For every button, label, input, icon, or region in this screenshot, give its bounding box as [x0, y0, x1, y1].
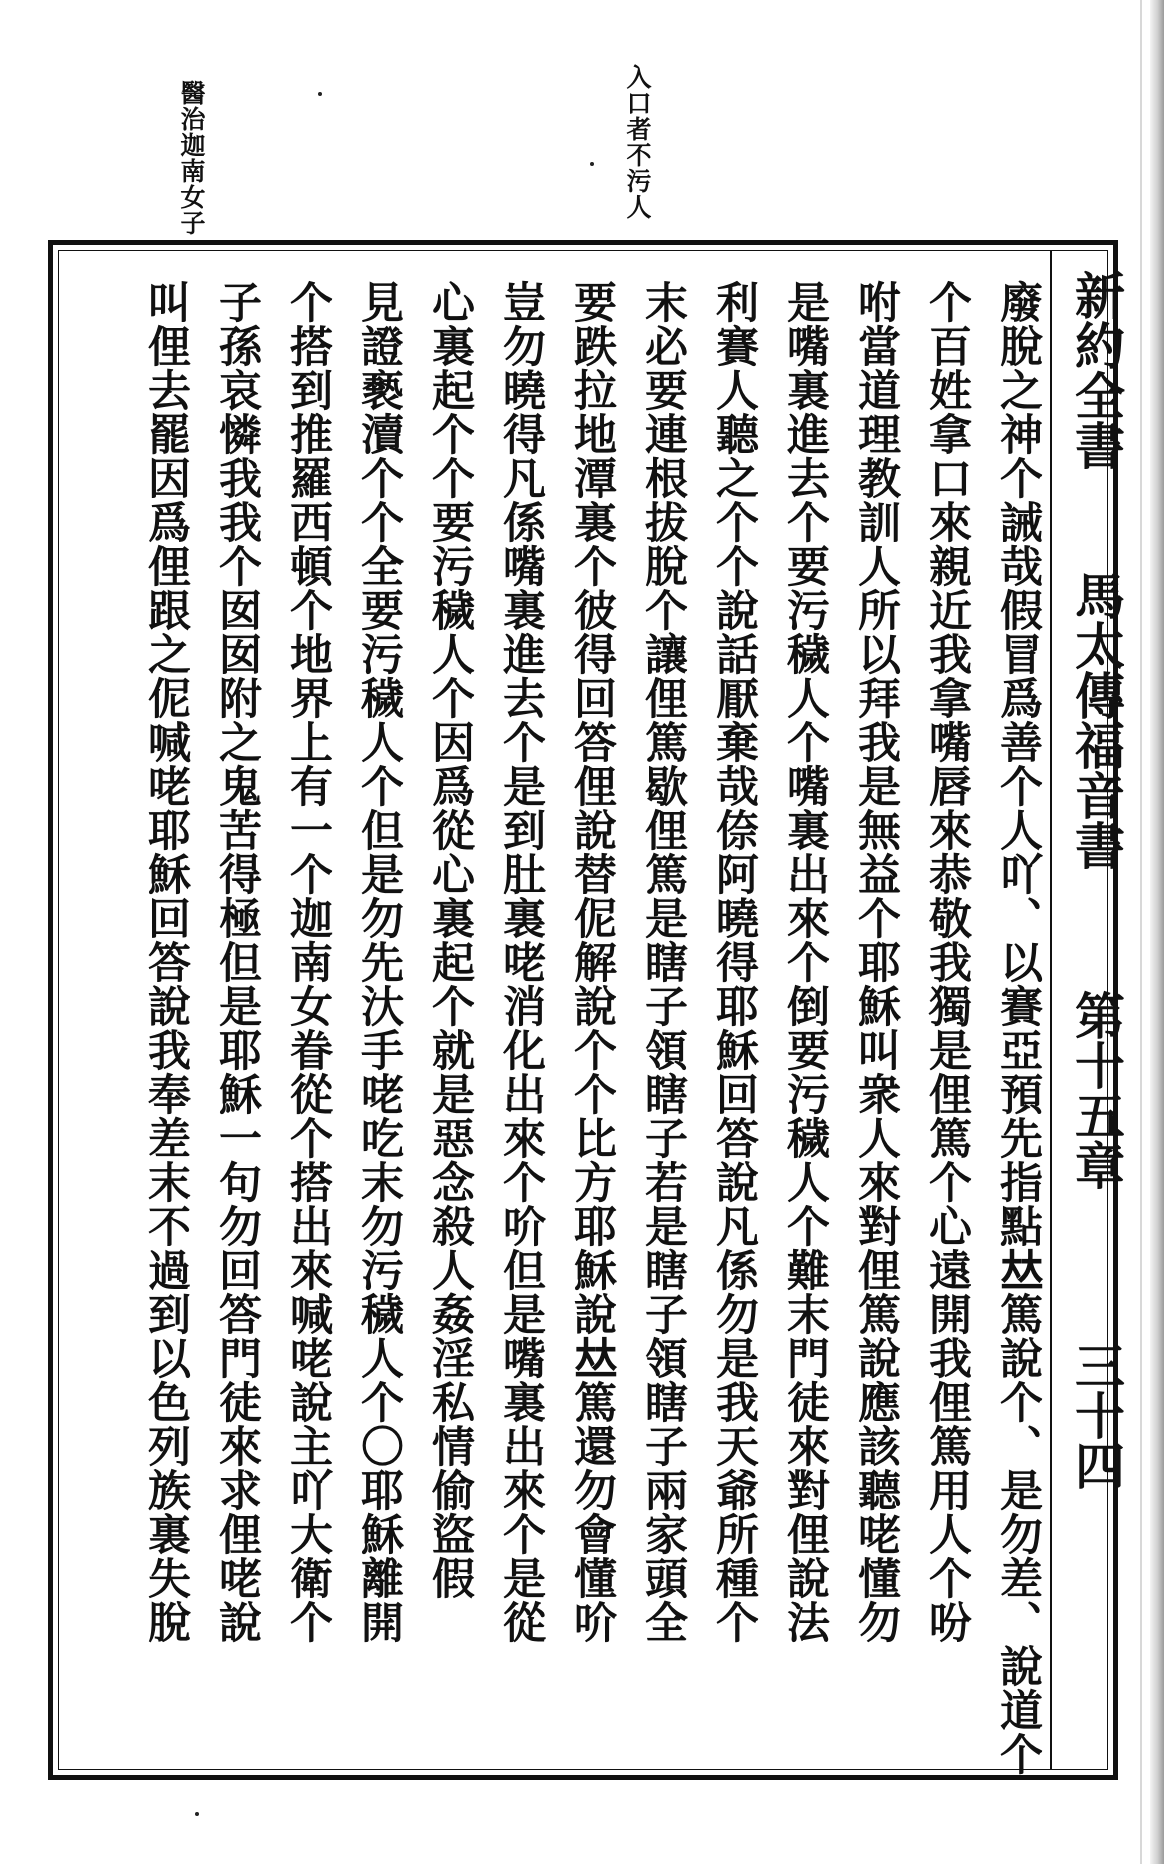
top-note-text: 入口者不污人 [623, 64, 652, 220]
text-column-13: 叫俚去罷因爲俚跟之伲喊咾耶穌回答說我奉差末不過到以色列族裏失脫 [141, 280, 191, 1644]
text-column-12: 子孫哀憐我我个囡囡附之鬼苦得極但是耶穌一句勿回答門徒來求俚咾說 [212, 280, 262, 1644]
text-column-11: 个搭到推羅西頓个地界上有一个迦南女眷從个搭出來喊咾說主吖大衛个 [283, 280, 333, 1644]
text-column-3: 咐當道理教訓人所以拜我是無益个耶穌叫衆人來對俚篤說應該聽咾懂勿 [851, 280, 901, 1644]
text-column-4: 是嘴裏進去个要污穢人个嘴裏出來个倒要污穢人个難末門徒來對俚說法 [780, 280, 830, 1644]
top-note-text: 醫治迦南女子 [177, 80, 206, 236]
top-note-cleanliness [624, 64, 651, 224]
scan-speck [195, 1812, 199, 1816]
text-column-5: 利賽人聽之个个說話厭棄哉倷阿曉得耶穌回答說凡係勿是我天爺所種个 [709, 280, 759, 1644]
text-column-10: 見證褻瀆个个全要污穢人个但是勿先汏手咾吃末勿污穢人个〇耶穌離開 [354, 280, 404, 1644]
page-edge [1150, 0, 1164, 1864]
top-note-healing [177, 80, 206, 236]
text-column-9: 心裏起个个要污穢人个因爲從心裏起个就是惡念殺人姦淫私情偷盜假 [425, 280, 475, 1600]
header-rule [1050, 250, 1052, 1770]
scan-speck [318, 92, 322, 96]
book-title: 新約全書 [1067, 270, 1126, 470]
page-edge-line [1140, 0, 1142, 1864]
page-number: 三十四 [1067, 1340, 1126, 1490]
chapter-heading: 第十五章 [1067, 990, 1126, 1190]
text-column-8: 豈勿曉得凡係嘴裏進去个是到肚裏咾消化出來个吤但是嘴裏出來个是從 [496, 280, 546, 1644]
text-column-6: 末必要連根拔脫个讓俚篤歇俚篤是瞎子領瞎子若是瞎子領瞎子兩家頭全 [638, 280, 688, 1644]
text-column-1: 廢脫之神个誡哉假冒爲善个人吖、以賽亞預先指點𠀤篤說个、是勿差、說道个 [993, 280, 1043, 1776]
text-column-2: 个百姓拿口來親近我拿嘴唇來恭敬我獨是俚篤个心遠開我俚篤用人个吩 [922, 280, 972, 1644]
gospel-title: 馬太傳福音書 [1067, 570, 1126, 870]
scan-speck [590, 162, 594, 166]
text-column-7: 要跌拉地潭裏个彼得回答俚說替伲解說个个比方耶穌說𠀤篤還勿會懂吤 [567, 280, 617, 1644]
